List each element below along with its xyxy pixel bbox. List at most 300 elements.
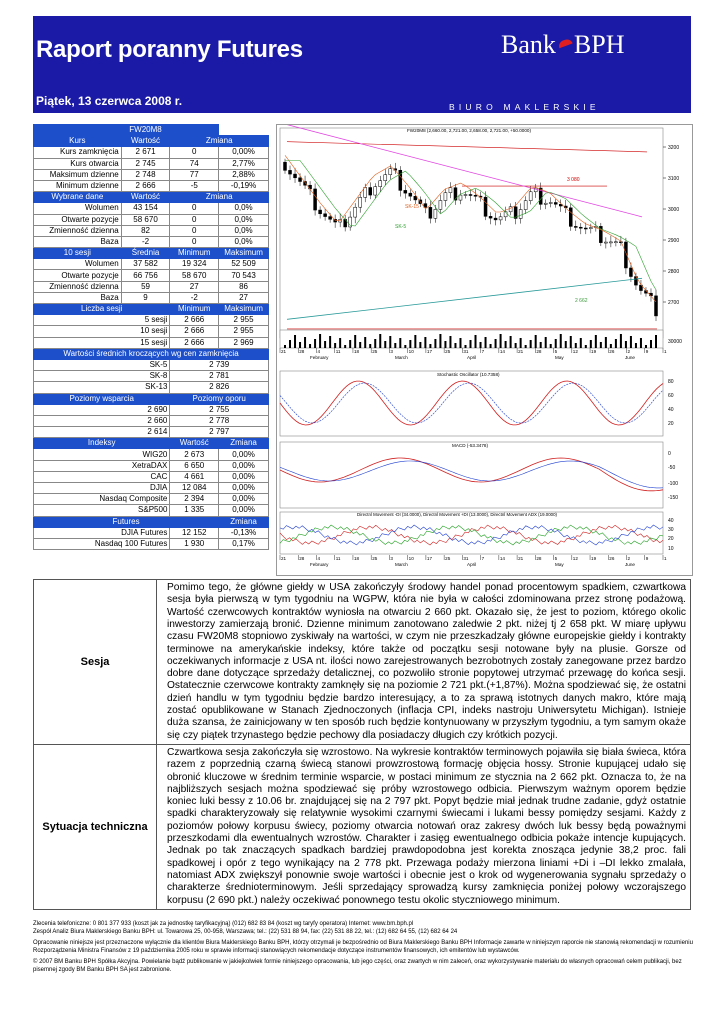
volume-bar bbox=[630, 336, 632, 348]
date-label: 1 bbox=[664, 556, 667, 561]
table-cell: 43 154 bbox=[121, 203, 170, 214]
volume-bar bbox=[525, 345, 527, 348]
candle-body bbox=[549, 202, 552, 203]
report-title: Raport poranny Futures bbox=[36, 36, 303, 63]
volume-bar bbox=[369, 344, 371, 348]
macd-tick-label: -50 bbox=[668, 465, 676, 471]
table-row bbox=[34, 527, 269, 538]
header-cell: Zmiana bbox=[170, 192, 269, 203]
volume-bar bbox=[640, 338, 642, 348]
table-cell: 0,0% bbox=[219, 236, 269, 247]
volume-bar bbox=[314, 339, 316, 348]
table-cell: 0,00% bbox=[219, 147, 269, 158]
date-label: 2 bbox=[627, 349, 631, 354]
date-label: 28 bbox=[536, 349, 542, 354]
table-row bbox=[34, 169, 269, 180]
month-label: May bbox=[555, 355, 564, 360]
date-label: 28 bbox=[299, 349, 305, 354]
date-label: 25 bbox=[445, 349, 451, 354]
date-label: 21 bbox=[281, 556, 287, 561]
footer bbox=[33, 921, 693, 979]
volume-bar bbox=[520, 338, 522, 348]
table-row bbox=[34, 147, 269, 158]
table-cell: 0 bbox=[170, 225, 219, 236]
month-label: May bbox=[555, 562, 564, 567]
table-cell: 1 335 bbox=[170, 505, 219, 516]
table-row bbox=[34, 449, 269, 460]
volume-bar bbox=[645, 345, 647, 348]
volume-bar bbox=[384, 341, 386, 348]
candle-body bbox=[464, 195, 467, 196]
volume-bar bbox=[635, 343, 637, 348]
macd-panel bbox=[280, 442, 663, 508]
volume-bar bbox=[444, 341, 446, 348]
table-cell: 12 152 bbox=[170, 527, 219, 538]
table-cell: -0,19% bbox=[219, 180, 269, 191]
table-header-row bbox=[34, 304, 269, 315]
candle-body bbox=[359, 197, 362, 207]
table-cell: 77 bbox=[170, 169, 219, 180]
header-cell: Wartość bbox=[121, 136, 170, 147]
table-cell: 19 324 bbox=[170, 259, 219, 270]
candle-body bbox=[519, 210, 522, 219]
volume-bar bbox=[470, 340, 472, 348]
table-row bbox=[34, 371, 269, 382]
table-row bbox=[34, 326, 269, 337]
candle-body bbox=[589, 227, 592, 228]
table-cell: 2 673 bbox=[170, 449, 219, 460]
table-cell: 2 660 bbox=[34, 415, 170, 426]
table-cell: 2 755 bbox=[170, 404, 269, 415]
volume-bar bbox=[334, 343, 336, 348]
candle-body bbox=[369, 188, 372, 196]
date-label: 28 bbox=[536, 556, 542, 561]
volume-label: 30000 bbox=[668, 339, 682, 345]
candle-body bbox=[289, 170, 292, 174]
volume-bar bbox=[329, 336, 331, 348]
candle-body bbox=[374, 187, 377, 195]
volume-bar bbox=[610, 344, 612, 348]
date-label: 9 bbox=[645, 349, 649, 354]
table-cell: 0,00% bbox=[219, 471, 269, 482]
section-label: Sytuacja techniczna bbox=[34, 745, 157, 910]
date-label: 9 bbox=[645, 556, 649, 561]
sk5-label: SK-5 bbox=[395, 224, 407, 230]
table-row bbox=[34, 404, 269, 415]
table-cell: Maksimum dzienne bbox=[34, 169, 122, 180]
volume-bar bbox=[299, 342, 301, 348]
table-cell: Nasdaq Composite bbox=[34, 494, 170, 505]
table-row bbox=[34, 460, 269, 471]
volume-bar bbox=[309, 344, 311, 348]
section-text: Czwartkowa sesja zakończyła się wzrostowo. Na wykresie kontraktów terminowych pojawiła się biała świeca, która razem z poprzednią czarną świecą stanowi prowzrostową formację objęcia hossy. Stronie kupującej udało się obronić kluczowe w średnim terminie wsparcie, w postaci minimum ze stycznia na 2 662 pkt. Oznacza to, że na najbliższych sesjach można spodziewać się próby wzrostowego odbicia. Pierwszym ważnym oporem będzie koniec luki bessy z 10.06 br. znajdującej się na 2 797 pkt. Popyt będzie miał jednak trudne zadanie, gdyż ostatnie spadki charakteryzowały się relatywnie wysokimi czarnymi świecami i lukami bessy pomiędzy sesjami. Każdy z poziomów połowy korpusu świecy, poziomy otwarcia notowań oraz zakresy dwóch luk bessy będą poważnymi przeszkodami dla ewentualnych wzrostów. Charakter i zasięg ewentualnego odbicia pokaże intencje kupujących. Jednak po tak znaczących spadkach bardziej prawdopodobna jest korekta znosząca jedynie 38,2 proc. fali spadkowej i opór z tego wynikający na 2 778 pkt. Przewaga podaży mierzona liniami +Di i –DI lekko zmalała, natomiast ADX zwiększył ponownie swoje wartości i obecnie jest o krok od wygenerowania sygnału sprzedaży o charakterze średnioterminowym. Jeśli sprzedający sprowadzą kursy zamknięcia poniżej połowy wczorajszego korpusu (2 690 pkt.) należy oczekiwać ponownego testu okolic styczniowego minimum. bbox=[157, 745, 691, 910]
volume-bar bbox=[620, 334, 622, 348]
volume-bar bbox=[464, 345, 466, 348]
volume-bar bbox=[555, 339, 557, 348]
volume-bar bbox=[650, 340, 652, 348]
candle-body bbox=[409, 193, 412, 196]
volume-bar bbox=[595, 335, 597, 348]
table-cell: 2 826 bbox=[170, 382, 269, 393]
volume-bar bbox=[575, 343, 577, 348]
candle-body bbox=[484, 197, 487, 216]
table-cell: 0 bbox=[170, 214, 219, 225]
table-header-row bbox=[34, 192, 269, 203]
candle-body bbox=[434, 209, 437, 218]
section-row-sesja bbox=[34, 580, 691, 745]
date-label: 5 bbox=[554, 349, 558, 354]
table-cell: 0 bbox=[170, 203, 219, 214]
candle-body bbox=[284, 162, 287, 170]
table-row bbox=[34, 158, 269, 169]
date-label: 11 bbox=[335, 349, 341, 354]
table-cell: 2 955 bbox=[219, 326, 269, 337]
candle-body bbox=[499, 217, 502, 220]
date-label: 19 bbox=[591, 349, 597, 354]
table-row bbox=[34, 505, 269, 516]
y-tick-label: 2900 bbox=[668, 238, 680, 244]
table-cell: 2 394 bbox=[170, 494, 219, 505]
price-chart-title: FW20M8 (2,660.00, 2,721.00, 2,658.00, 2,721.00, +50.0000) bbox=[407, 128, 531, 133]
candle-body bbox=[309, 185, 312, 189]
volume-bar bbox=[585, 345, 587, 348]
footer-copyright: © 2007 BM Banku BPH Spółka Akcyjna. Powielanie bądź publikowanie w jakiejkolwiek formie niniejszego opracowania, lub jego części, oraz zwartych w nim zaleceń, oraz wykorzystywanie materiału do własnych opracowań celem publikacji, bez pisemnej zgody BM Banku BPH SA jest zabronione. bbox=[33, 959, 682, 973]
date-label: 7 bbox=[481, 556, 485, 561]
table-row bbox=[34, 538, 269, 549]
table-cell: 70 543 bbox=[219, 270, 269, 281]
candle-body bbox=[459, 195, 462, 200]
table-cell: 37 582 bbox=[121, 259, 170, 270]
instrument-row bbox=[34, 125, 269, 136]
y-tick-label: 3100 bbox=[668, 176, 680, 182]
table-cell: 0,00% bbox=[219, 483, 269, 494]
volume-bar bbox=[424, 337, 426, 348]
header-cell: Wartość bbox=[121, 192, 170, 203]
volume-bar bbox=[429, 344, 431, 348]
candle-body bbox=[494, 218, 497, 220]
volume-bar bbox=[409, 340, 411, 348]
date-label: 5 bbox=[554, 556, 558, 561]
section-text: Pomimo tego, że główne giełdy w USA zakończyły środowy handel ponad procentowym spadkiem, czwartkowa sesja była pierwszą w tym tygodniu na WGPW, która nie była w całości zdominowana przez stronę podażową. Wartość czerwcowych kontraktów wyniosła na otwarciu 2 660 pkt. Okazało się, że jest to poziom, którego okolic inwestorzy zamierzają bronić. Dzienne minimum zanotowano zaledwie 2 pkt. niżej tj 2 658 pkt. W miarę upływu czasu FW20M8 stopniowo zyskiwały na wartości, w czym nie przeszkadzały główne europejskie giełdy i kontrakty terminowe na amerykańskie indeksy, które także od początku sesji notowane były na plusie. Gorsze od oczekiwanych informacje z USA nt. ilości nowo zarejestrowanych bezrobotnych zostały zanegowane przez bardzo dobre dane dotyczące sprzedaży detalicznej, co pozwoliło stronie popytowej utrzymać przewagę do końca sesji. Ostatecznie czerwcowe kontrakty zamknęły się na poziomie 2 721 pkt.(+1,87%). Można spodziewać się, że ostatni dzień handlu w tym tygodniu będzie bardzo interesujący, a to za sprawą istotnych danych makro, które mają zostać opublikowane w Stanach Zjednoczonych (inflacja CPI, indeks nastroju Uniwersytetu Michigan). Istnieje duża szansa, że zainicjowany w ten sposób ruch będzie kontynuowany w przyszłym tygodniu, a tym samym okaże się czy piątek trzynastego będzie pechowy dla posiadaczy długich czy krótkich pozycji. bbox=[157, 580, 691, 745]
header-cell: Zmiana bbox=[219, 516, 269, 527]
table-cell: SK-13 bbox=[34, 382, 170, 393]
volume-bar bbox=[294, 335, 296, 348]
date-label: 17 bbox=[426, 556, 433, 561]
date-label: 21 bbox=[518, 349, 524, 354]
table-cell: 0,00% bbox=[219, 449, 269, 460]
table-cell: Zmienność dzienna bbox=[34, 225, 122, 236]
table-cell: 27 bbox=[219, 292, 269, 303]
candle-body bbox=[614, 242, 617, 243]
volume-bar bbox=[339, 338, 341, 348]
candle-body bbox=[444, 193, 447, 201]
table-cell: Otwarte pozycje bbox=[34, 214, 122, 225]
macd-tick-label: -150 bbox=[668, 495, 679, 501]
market-data-table bbox=[33, 124, 269, 550]
table-cell: Baza bbox=[34, 292, 122, 303]
volume-bar bbox=[545, 337, 547, 348]
header-cell: Wartość bbox=[170, 438, 219, 449]
table-cell: SK-8 bbox=[34, 371, 170, 382]
header-cell: Poziomy oporu bbox=[170, 393, 269, 404]
volume-bar bbox=[590, 340, 592, 348]
date-label: 21 bbox=[518, 556, 524, 561]
candle-body bbox=[554, 202, 557, 204]
volume-bar bbox=[625, 341, 627, 348]
macd-tick-label: 0 bbox=[668, 451, 671, 457]
table-cell: Baza bbox=[34, 236, 122, 247]
table-row bbox=[34, 180, 269, 191]
table-cell: 74 bbox=[170, 158, 219, 169]
table-cell: 0,17% bbox=[219, 538, 269, 549]
table-cell: -5 bbox=[170, 180, 219, 191]
table-row bbox=[34, 270, 269, 281]
dmi-title: Directnl Movement -DI (34.0000), Directnl Movement +DI (13.0000), Directnl Movement ADX (19.0000) bbox=[357, 512, 557, 517]
table-cell: 0,00% bbox=[219, 460, 269, 471]
date-label: 18 bbox=[353, 556, 360, 561]
table-header-row bbox=[34, 438, 269, 449]
volume-bar bbox=[324, 341, 326, 348]
volume-bar bbox=[580, 338, 582, 348]
table-cell: 0,00% bbox=[219, 494, 269, 505]
table-cell: 2 748 bbox=[121, 169, 170, 180]
date-label: 12 bbox=[572, 349, 578, 354]
table-cell: Wolumen bbox=[34, 259, 122, 270]
table-cell: 2 614 bbox=[34, 427, 170, 438]
table-cell: CAC bbox=[34, 471, 170, 482]
date-label: 3 bbox=[390, 349, 393, 354]
table-cell: 15 sesji bbox=[34, 337, 170, 348]
candle-body bbox=[429, 207, 432, 218]
stochastic-panel bbox=[280, 371, 663, 436]
candle-body bbox=[489, 216, 492, 218]
table-cell: 86 bbox=[219, 281, 269, 292]
header-cell: Średnia bbox=[121, 248, 170, 259]
table-cell: DJIA bbox=[34, 483, 170, 494]
volume-bar bbox=[480, 342, 482, 348]
volume-bar bbox=[550, 344, 552, 348]
table-cell: 27 bbox=[170, 281, 219, 292]
volume-bar bbox=[535, 335, 537, 348]
candle-body bbox=[609, 242, 612, 243]
volume-bar bbox=[289, 340, 291, 348]
table-cell: 2 778 bbox=[170, 415, 269, 426]
footer-contact: Zlecenia telefoniczne: 0 801 377 933 (koszt jak za jednostkę taryfikacyjną) (012) 682 83 84 (koszt wg taryfy operatora) Internet: www.bm.bph.pl Zespół Analiz Biura Maklerskiego Banku BPH: ul. Towarowa 25, 00-958, Warszawa; tel.: (22) 531 88 94, fax: (22) 531 88 22, tel.: (12) 682 64 55, (12) 682 64 24 bbox=[33, 921, 458, 935]
table-cell: S&P500 bbox=[34, 505, 170, 516]
header-cell: Wybrane dane bbox=[34, 192, 122, 203]
header-cell: FW20M8 bbox=[121, 125, 170, 136]
volume-bar bbox=[349, 340, 351, 348]
y-tick-label: 2700 bbox=[668, 300, 680, 306]
table-row bbox=[34, 292, 269, 303]
candle-body bbox=[469, 195, 472, 196]
volume-bar bbox=[439, 334, 441, 348]
volume-bar bbox=[389, 336, 391, 348]
table-row bbox=[34, 382, 269, 393]
candle-body bbox=[314, 189, 317, 210]
table-cell: 58 670 bbox=[170, 270, 219, 281]
table-cell: SK-5 bbox=[34, 359, 170, 370]
header-cell: Maksimum bbox=[219, 248, 269, 259]
table-row bbox=[34, 427, 269, 438]
table-header-row bbox=[34, 136, 269, 147]
volume-bar bbox=[515, 343, 517, 348]
date-label: 19 bbox=[591, 556, 597, 561]
date-label: 3 bbox=[390, 556, 393, 561]
candle-body bbox=[299, 178, 302, 182]
table-cell: 4 661 bbox=[170, 471, 219, 482]
volume-bar bbox=[344, 345, 346, 348]
month-label: March bbox=[395, 562, 408, 567]
dmi-tick-label: 20 bbox=[668, 536, 674, 542]
date-label: 10 bbox=[408, 556, 414, 561]
stoch-tick-label: 60 bbox=[668, 393, 674, 399]
volume-bar bbox=[565, 341, 567, 348]
table-cell: 2 955 bbox=[219, 315, 269, 326]
month-label: April bbox=[467, 562, 477, 567]
label-2662: 2 662 bbox=[575, 298, 588, 304]
table-cell: Minimum dzienne bbox=[34, 180, 122, 191]
candle-body bbox=[449, 188, 452, 193]
table-cell: Wolumen bbox=[34, 203, 122, 214]
date-label: 31 bbox=[463, 349, 469, 354]
table-row bbox=[34, 225, 269, 236]
table-cell: 2 666 bbox=[121, 180, 170, 191]
volume-bar bbox=[319, 334, 321, 348]
candle-body bbox=[649, 293, 652, 296]
table-cell: 2 690 bbox=[34, 404, 170, 415]
candle-body bbox=[379, 181, 382, 187]
table-cell: Zmienność dzienna bbox=[34, 281, 122, 292]
header-cell bbox=[34, 125, 122, 136]
date-label: 12 bbox=[572, 556, 578, 561]
table-row bbox=[34, 337, 269, 348]
table-cell: 82 bbox=[121, 225, 170, 236]
table-row bbox=[34, 214, 269, 225]
table-cell: 2 666 bbox=[170, 326, 219, 337]
macd-title: MACD (-53.3478) bbox=[452, 443, 488, 448]
candle-body bbox=[404, 190, 407, 193]
volume-bar bbox=[500, 334, 502, 348]
candle-body bbox=[354, 207, 357, 217]
date-label: 28 bbox=[299, 556, 305, 561]
y-tick-label: 2800 bbox=[668, 269, 680, 275]
table-cell: DJIA Futures bbox=[34, 527, 170, 538]
date-label: 11 bbox=[335, 556, 341, 561]
header-cell: Minimum bbox=[170, 304, 219, 315]
dmi-tick-label: 40 bbox=[668, 518, 674, 524]
table-header-row bbox=[34, 348, 269, 359]
table-row bbox=[34, 259, 269, 270]
candle-body bbox=[294, 174, 297, 178]
table-cell: Otwarte pozycje bbox=[34, 270, 122, 281]
dmi-panel bbox=[280, 512, 663, 554]
candle-body bbox=[584, 228, 587, 229]
month-label: June bbox=[625, 562, 635, 567]
date-label: 17 bbox=[426, 349, 433, 354]
volume-bar bbox=[490, 344, 492, 348]
y-tick-label: 3200 bbox=[668, 145, 680, 151]
volume-bar bbox=[284, 345, 286, 348]
volume-bar bbox=[505, 341, 507, 348]
volume-bar bbox=[495, 339, 497, 348]
candle-body bbox=[579, 227, 582, 228]
volume-bar bbox=[434, 339, 436, 348]
table-cell: 0,0% bbox=[219, 225, 269, 236]
y-tick-label: 3000 bbox=[668, 207, 680, 213]
candle-body bbox=[544, 203, 547, 204]
date-label: 31 bbox=[463, 556, 469, 561]
header-cell: Wartości średnich kroczących wg cen zamknięcia bbox=[34, 348, 269, 359]
volume-bar bbox=[399, 338, 401, 348]
bank-logo: Bank BPH bbox=[501, 30, 625, 59]
table-cell: -2 bbox=[121, 236, 170, 247]
date-label: 7 bbox=[481, 349, 485, 354]
candle-body bbox=[604, 242, 607, 243]
candle-body bbox=[529, 192, 532, 201]
table-cell: XetraDAX bbox=[34, 460, 170, 471]
table-cell: 6 650 bbox=[170, 460, 219, 471]
table-cell: 1 930 bbox=[170, 538, 219, 549]
date-label: 18 bbox=[353, 349, 360, 354]
report-date: Piątek, 13 czerwca 2008 r. bbox=[36, 94, 183, 108]
month-label: February bbox=[310, 355, 329, 360]
logo-swoosh-icon bbox=[557, 38, 572, 48]
table-row bbox=[34, 415, 269, 426]
table-cell: 12 084 bbox=[170, 483, 219, 494]
volume-bar bbox=[454, 343, 456, 348]
header-cell: Kurs bbox=[34, 136, 122, 147]
volume-bar bbox=[304, 337, 306, 348]
header-cell: Poziomy wsparcia bbox=[34, 393, 170, 404]
volume-bar bbox=[379, 334, 381, 348]
table-cell: 2 797 bbox=[170, 427, 269, 438]
date-label: 10 bbox=[408, 349, 414, 354]
volume-bar bbox=[600, 342, 602, 348]
stochastic-title: Stochastic Oscillator (10.7358) bbox=[437, 372, 500, 377]
candle-body bbox=[384, 175, 387, 181]
date-label: 14 bbox=[499, 556, 505, 561]
table-header-row bbox=[34, 516, 269, 527]
table-cell: 2 666 bbox=[170, 337, 219, 348]
header-cell: Futures bbox=[34, 516, 219, 527]
table-row bbox=[34, 281, 269, 292]
table-cell: 5 sesji bbox=[34, 315, 170, 326]
candle-body bbox=[324, 214, 327, 217]
table-cell: 52 509 bbox=[219, 259, 269, 270]
table-cell: 2 666 bbox=[170, 315, 219, 326]
header-cell: Indeksy bbox=[34, 438, 170, 449]
table-cell: 2,88% bbox=[219, 169, 269, 180]
table-cell: Kurs zamknięcia bbox=[34, 147, 122, 158]
volume-bar bbox=[414, 335, 416, 348]
volume-bar bbox=[354, 335, 356, 348]
month-label: February bbox=[310, 562, 329, 567]
candle-body bbox=[655, 296, 658, 316]
volume-bar bbox=[560, 334, 562, 348]
volume-bar bbox=[605, 337, 607, 348]
date-label: 2 bbox=[627, 556, 631, 561]
date-label: 26 bbox=[609, 556, 615, 561]
candle-body bbox=[319, 210, 322, 214]
volume-bar bbox=[615, 339, 617, 348]
candle-body bbox=[389, 169, 392, 175]
table-cell: 66 756 bbox=[121, 270, 170, 281]
header-cell: Zmiana bbox=[170, 136, 269, 147]
dmi-tick-label: 10 bbox=[668, 546, 674, 552]
date-label: 1 bbox=[664, 349, 667, 354]
stoch-tick-label: 40 bbox=[668, 407, 674, 413]
